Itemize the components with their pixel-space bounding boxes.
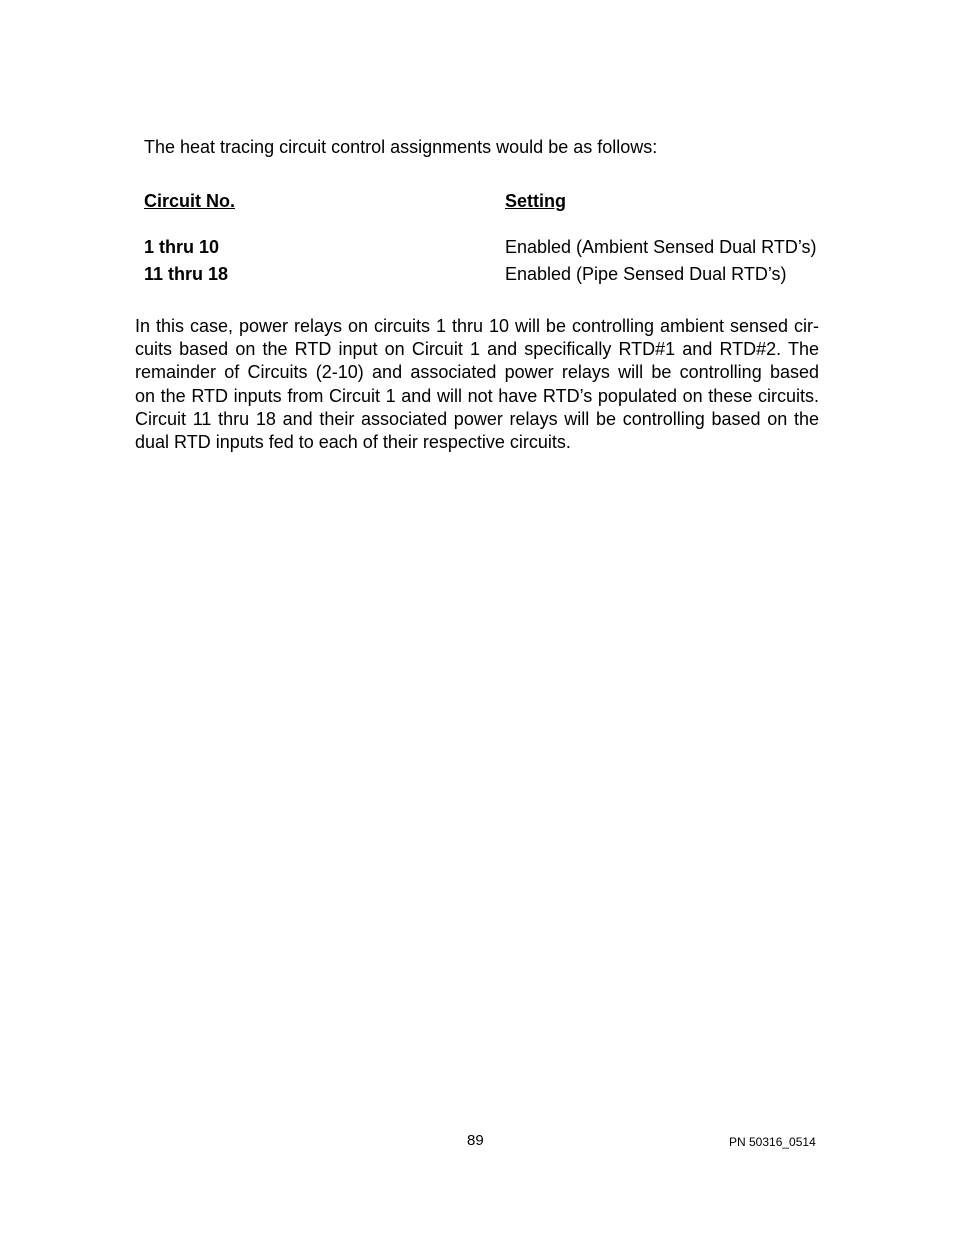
circuit-cell: 1 thru 10 [144,237,220,257]
paragraph-line: In this case, power relays on circuits 1 thru 10 will be controlling ambient sensed cir- [135,316,819,336]
page-number: 89 [467,1132,484,1149]
paragraph-line: on the RTD inputs from Circuit 1 and will not have RTD’s populated on these circuits. [135,385,819,406]
paragraph-line: remainder of Circuits (2-10) and associated power relays will be controlling based [135,362,819,383]
setting-cell: Enabled (Pipe Sensed Dual RTD’s) [505,264,787,284]
paragraph-line: dual RTD inputs fed to each of their respective circuits. [135,432,571,453]
circuit-cell: 11 thru 18 [144,264,229,284]
setting-cell: Enabled (Ambient Sensed Dual RTD’s) [505,237,817,257]
part-number: PN 50316_0514 [729,1135,816,1149]
paragraph-line: cuits based on the RTD input on Circuit 1 and specifically RTD#1 and RTD#2. The [135,339,819,360]
explanation-paragraph [135,315,819,454]
table-row [0,236,954,260]
column-header-setting: Setting [505,191,566,211]
paragraph-line: Circuit 11 thru 18 and their associated power relays will be controlling based on the [135,408,819,429]
table-row [0,263,954,287]
intro-text: The heat tracing circuit control assignments would be as follows: [144,137,658,157]
column-header-circuit: Circuit No. [144,191,236,211]
